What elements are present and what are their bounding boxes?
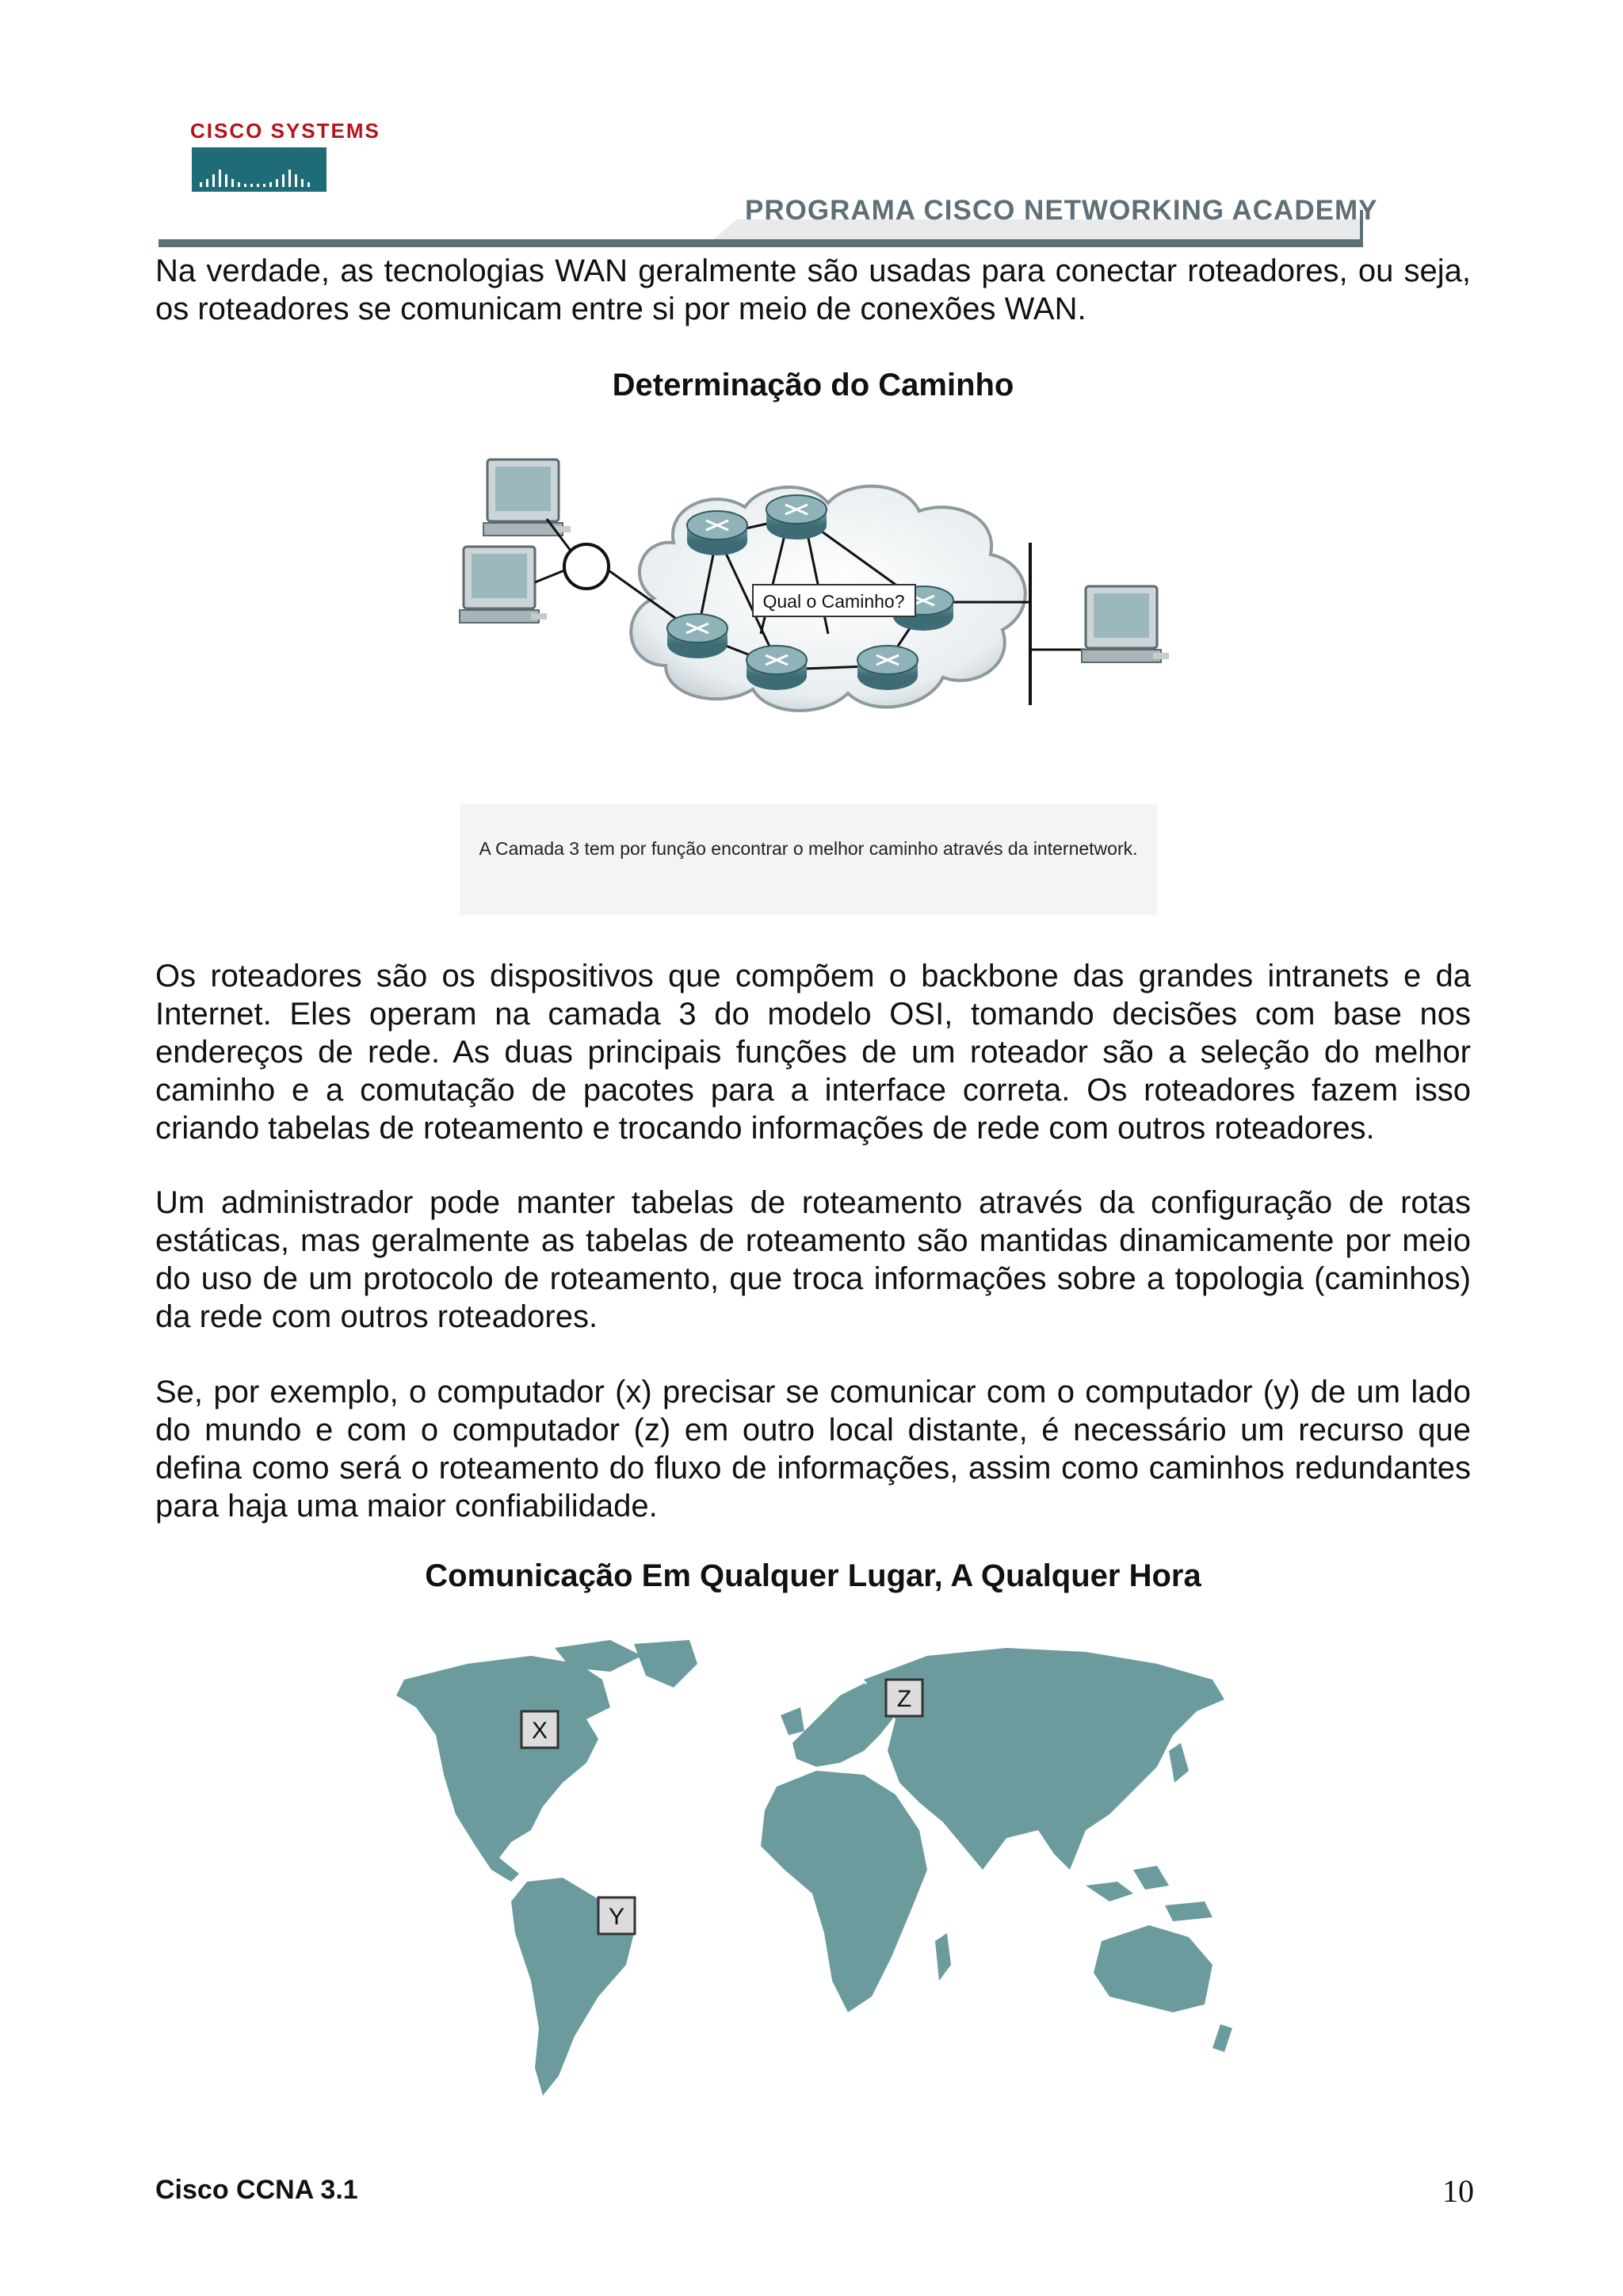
figure1-caption: A Camada 3 tem por função encontrar o melhor caminho através da internetwork.	[479, 838, 1138, 859]
footer-course: Cisco CCNA 3.1	[155, 2175, 358, 2205]
cisco-logo-text: CISCO SYSTEMS	[190, 119, 380, 143]
marker-z	[886, 1680, 922, 1716]
world-map	[372, 1632, 1252, 2107]
hub-icon	[564, 544, 609, 589]
north-america	[396, 1656, 610, 1882]
router-icon	[766, 495, 827, 540]
cloud-label: Qual o Caminho?	[762, 591, 905, 612]
path-determination-diagram	[428, 444, 1181, 816]
computer-icon	[460, 547, 547, 623]
computer-icon	[483, 460, 571, 536]
paragraph-routing-tables: Um administrador pode manter tabelas de roteamento através da configuração de rotas estáticas, mas geralmente as tabelas de roteamento são mantidas dinamicamente por meio do uso de um protocolo de roteamento, que troca informações sobre a topologia (caminhos) da rede com outros roteadores.	[155, 1185, 1471, 1334]
figure2-title: Comunicação Em Qualquer Lugar, A Qualquer Hora	[425, 1558, 1201, 1593]
australia	[1094, 1925, 1212, 2012]
marker-y-label: Y	[608, 1904, 625, 1930]
router-icon	[667, 614, 727, 658]
paragraph-routers: Os roteadores são os dispositivos que compõem o backbone das grandes intranets e da Internet. Eles operam na camada 3 do modelo OSI, tomando decisões com base nos endereços de rede. As duas principais funções de um roteador são a seleção do melhor caminho e a comutação de pacotes para a interface correta. Os roteadores fazem isso criando tabelas de roteamento e trocando informações de rede com outros roteadores.	[155, 959, 1471, 1146]
africa	[761, 1771, 927, 2012]
marker-x-label: X	[531, 1718, 548, 1744]
figure1-title: Determinação do Caminho	[612, 368, 1014, 402]
intro-paragraph: Na verdade, as tecnologias WAN geralmente são usadas para conectar roteadores, ou seja, os roteadores se comunicam entre si por meio de conexões WAN.	[155, 254, 1471, 326]
page-number: 10	[1442, 2173, 1474, 2209]
router-icon	[747, 646, 807, 690]
marker-z-label: Z	[896, 1686, 912, 1712]
paragraph-example: Se, por exemplo, o computador (x) precisar se comunicar com o computador (y) de um lado do mundo e com o computador (z) em outro local distante, é necessário um recurso que defina como será o roteamento do fluxo de informações, assim como caminhos redundantes para haja uma maior confiabilidade.	[155, 1375, 1471, 1524]
router-icon	[687, 511, 747, 555]
marker-y	[598, 1897, 635, 1934]
cisco-logo-bars-icon	[192, 147, 327, 192]
marker-x	[521, 1711, 558, 1748]
banner-title: PROGRAMA CISCO NETWORKING ACADEMY	[745, 195, 1378, 226]
computer-icon	[1082, 586, 1169, 662]
router-icon	[857, 646, 918, 690]
